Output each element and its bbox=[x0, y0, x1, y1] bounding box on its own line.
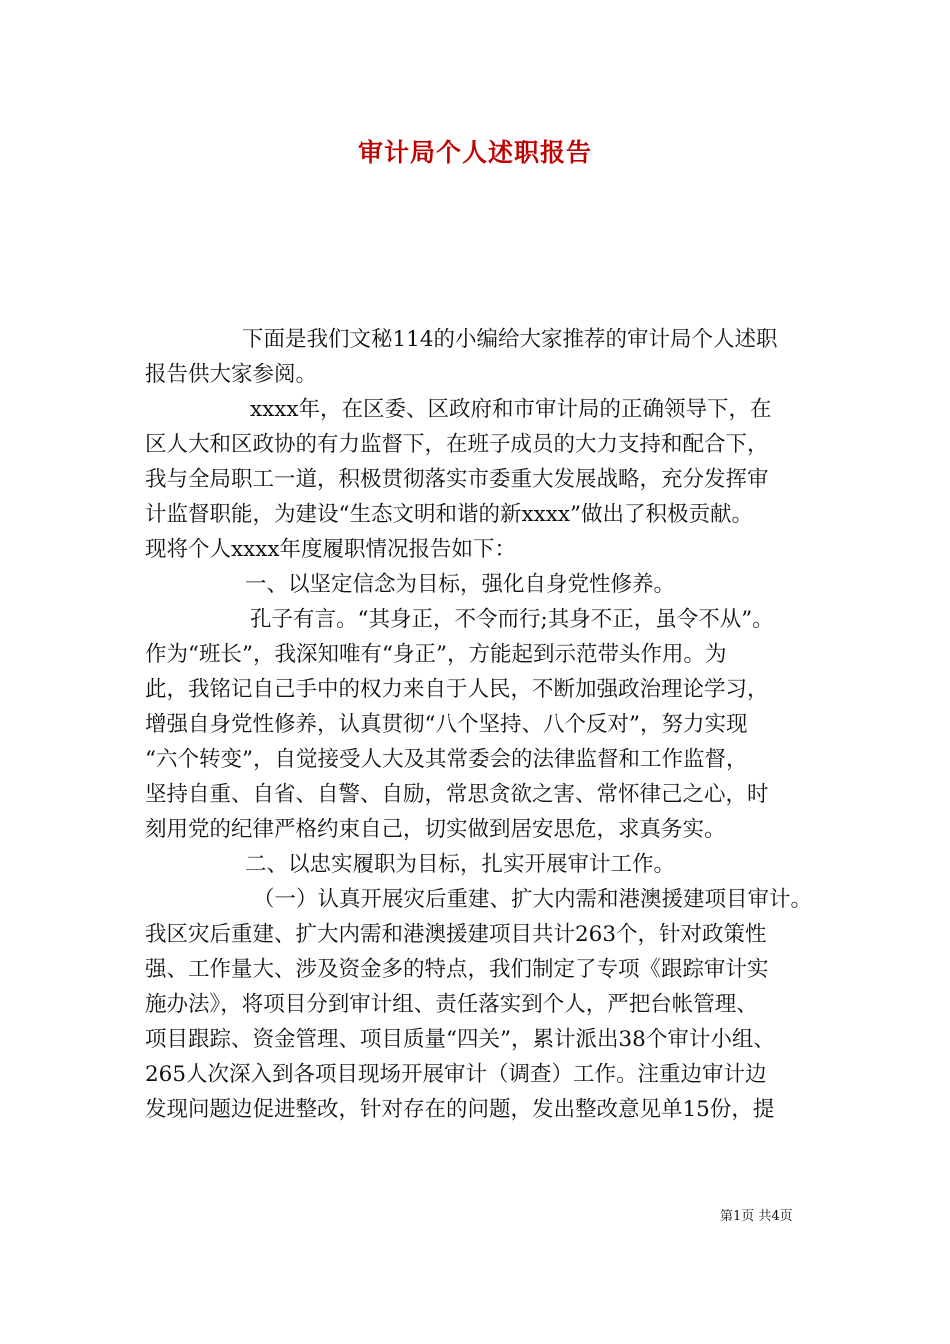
body-line: 我与全局职工一道，积极贯彻落实市委重大发展战略，充分发挥审 bbox=[145, 467, 769, 492]
section-heading: 一、以坚定信念为目标，强化自身党性修养。 bbox=[245, 572, 676, 597]
body-line: 项目跟踪、资金管理、项目质量“四关”，累计派出38个审计小组、 bbox=[145, 1027, 775, 1052]
body-line: 现将个人xxxx年度履职情况报告如下： bbox=[145, 537, 517, 562]
body-line: 计监督职能，为建设“生态文明和谐的新xxxx”做出了积极贡献。 bbox=[145, 502, 753, 527]
body-line: 下面是我们文秘114的小编给大家推荐的审计局个人述职 bbox=[242, 327, 778, 352]
body-line: 我区灾后重建、扩大内需和港澳援建项目共计263个，针对政策性 bbox=[145, 922, 767, 947]
body-line: 此，我铭记自己手中的权力来自于人民，不断加强政治理论学习， bbox=[145, 677, 769, 702]
body-line: 增强自身党性修养，认真贯彻“八个坚持、八个反对”，努力实现 bbox=[145, 712, 748, 737]
body-line: 作为“班长”，我深知唯有“身正”，方能起到示范带头作用。为 bbox=[145, 642, 727, 667]
body-line: 强、工作量大、涉及资金多的特点，我们制定了专项《跟踪审计实 bbox=[145, 957, 769, 982]
body-line: 孔子有言。“其身正，不令而行;其身不正，虽令不从”。 bbox=[250, 607, 774, 632]
body-line: 265人次深入到各项目现场开展审计（调查）工作。注重边审计边 bbox=[145, 1062, 767, 1087]
body-line: 刻用党的纪律严格约束自己，切实做到居安思危，求真务实。 bbox=[145, 817, 726, 842]
body-line: 施办法》，将项目分到审计组、责任落实到个人，严把台帐管理、 bbox=[145, 992, 758, 1017]
document-title: 审计局个人述职报告 bbox=[357, 138, 592, 167]
body-line: 报告供大家参阅。 bbox=[145, 362, 318, 387]
page-number-footer: 第1页 共4页 bbox=[720, 1209, 793, 1224]
body-line: 发现问题边促进整改，针对存在的问题，发出整改意见单15份，提 bbox=[145, 1097, 775, 1122]
body-line: 坚持自重、自省、自警、自励，常思贪欲之害、常怀律己之心，时 bbox=[145, 782, 769, 807]
body-line: xxxx年，在区委、区政府和市审计局的正确领导下，在 bbox=[250, 397, 772, 422]
body-line: 区人大和区政协的有力监督下，在班子成员的大力支持和配合下， bbox=[145, 432, 769, 457]
subsection-heading: （一）认真开展灾后重建、扩大内需和港澳援建项目审计。 bbox=[253, 887, 813, 912]
body-line: “六个转变”，自觉接受人大及其常委会的法律监督和工作监督， bbox=[145, 747, 748, 772]
section-heading: 二、以忠实履职为目标，扎实开展审计工作。 bbox=[245, 852, 676, 877]
document-body bbox=[145, 322, 815, 1127]
